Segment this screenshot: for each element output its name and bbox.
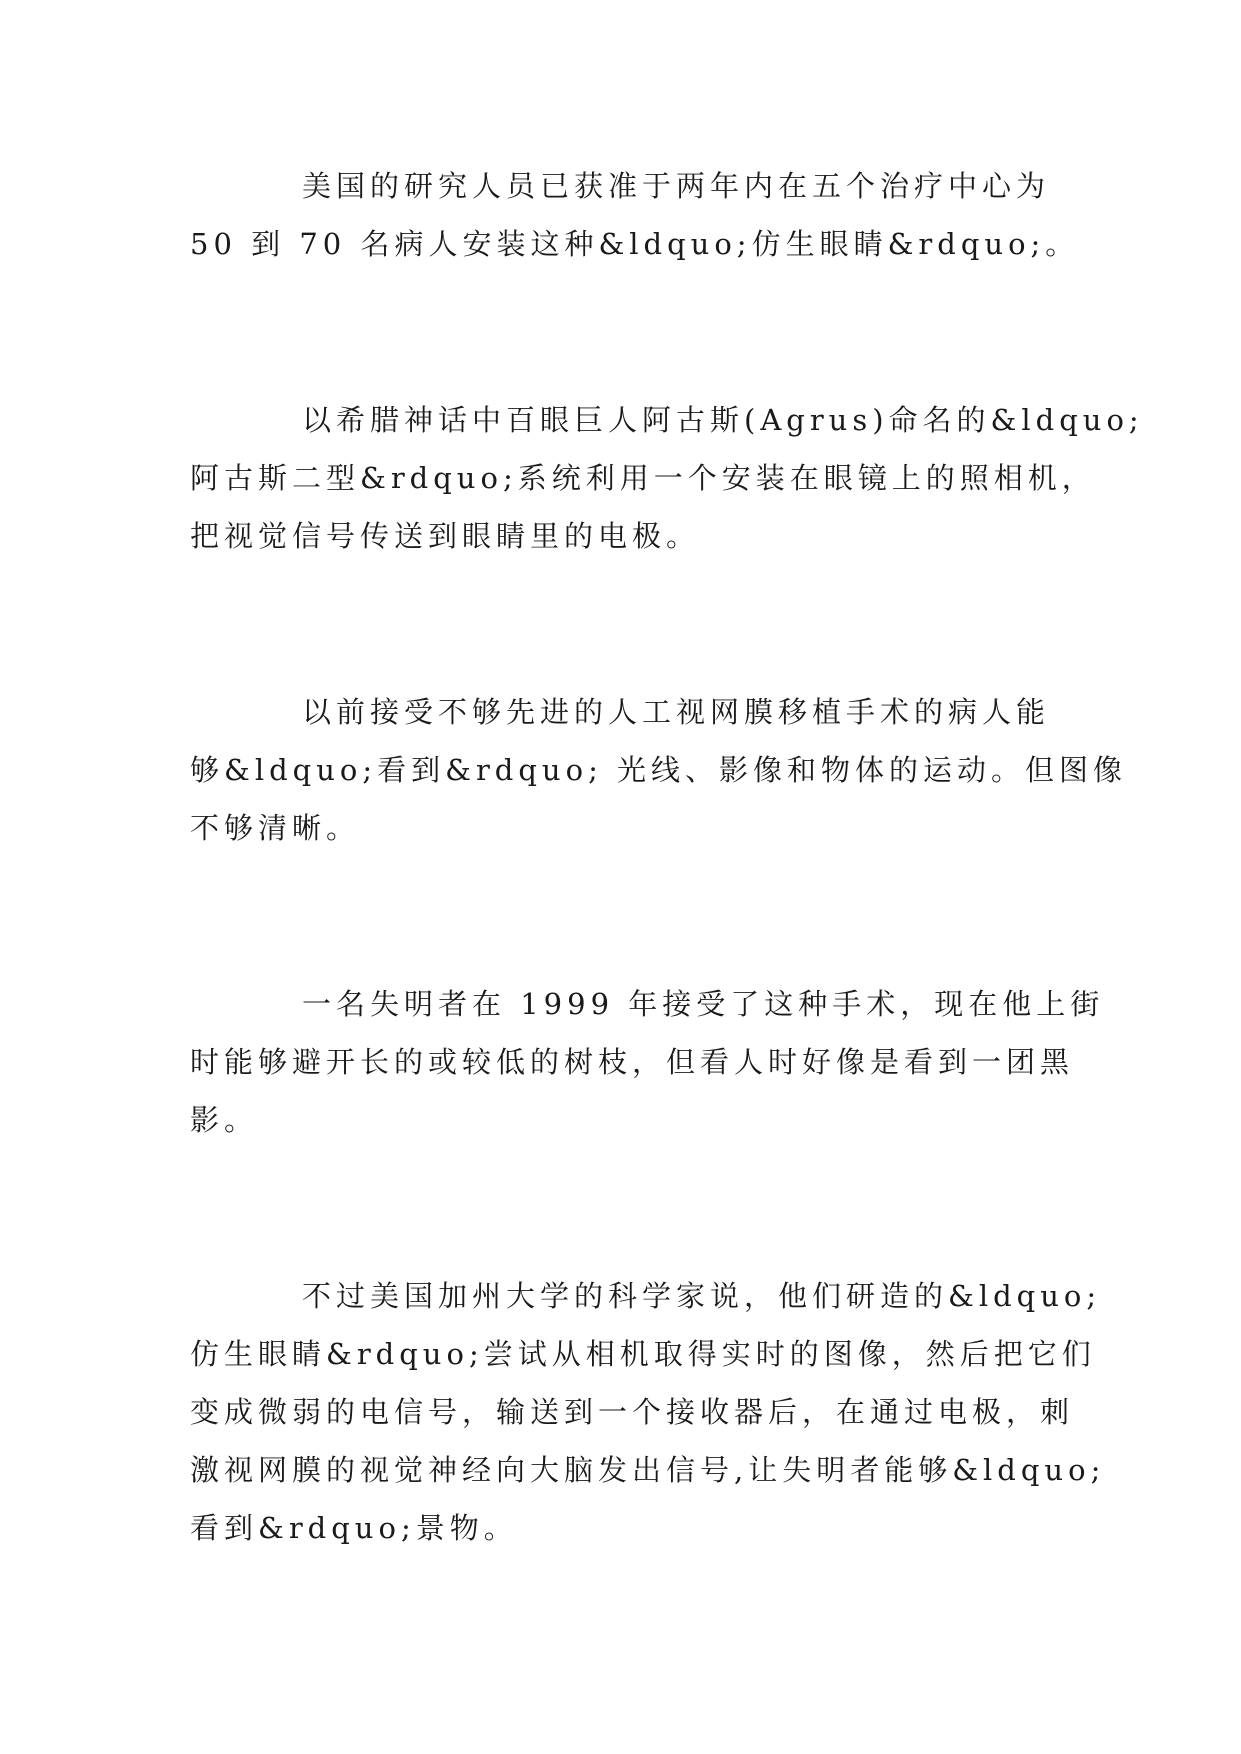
paragraph-line: 影。 <box>190 1103 259 1137</box>
paragraph-line: 看到&rdquo;景物。 <box>190 1511 518 1545</box>
paragraph-line: 一名失明者在 1999 年接受了这种手术，现在他上街 <box>302 987 1105 1021</box>
paragraph-2 <box>190 391 1144 565</box>
paragraph-line: 50 到 70 名病人安装这种&ldquo;仿生眼睛&rdquo;。 <box>190 227 1080 261</box>
paragraph-line: 以希腊神话中百眼巨人阿古斯(Agrus)命名的&ldquo; <box>302 403 1144 437</box>
paragraph-line: 阿古斯二型&rdquo;系统利用一个安装在眼镜上的照相机， <box>190 461 1096 495</box>
paragraph-1 <box>190 157 1080 273</box>
paragraph-line: 美国的研究人员已获准于两年内在五个治疗中心为 <box>302 169 1051 203</box>
paragraph-line: 变成微弱的电信号，输送到一个接收器后，在通过电极，刺 <box>190 1395 1075 1429</box>
paragraph-line: 以前接受不够先进的人工视网膜移植手术的病人能 <box>302 695 1051 729</box>
paragraph-line: 激视网膜的视觉神经向大脑发出信号,让失明者能够&ldquo; <box>190 1453 1106 1487</box>
paragraph-line: 不过美国加州大学的科学家说，他们研造的&ldquo; <box>302 1279 1102 1313</box>
paragraph-line: 把视觉信号传送到眼睛里的电极。 <box>190 519 701 553</box>
paragraph-5 <box>190 1267 1106 1557</box>
paragraph-4 <box>190 975 1105 1149</box>
paragraph-line: 不够清晰。 <box>190 811 361 845</box>
paragraph-line: 够&ldquo;看到&rdquo; 光线、影像和物体的运动。但图像 <box>190 753 1128 787</box>
paragraph-3 <box>190 683 1128 857</box>
paragraph-line: 时能够避开长的或较低的树枝，但看人时好像是看到一团黑 <box>190 1045 1075 1079</box>
paragraph-line: 仿生眼睛&rdquo;尝试从相机取得实时的图像，然后把它们 <box>190 1337 1096 1371</box>
